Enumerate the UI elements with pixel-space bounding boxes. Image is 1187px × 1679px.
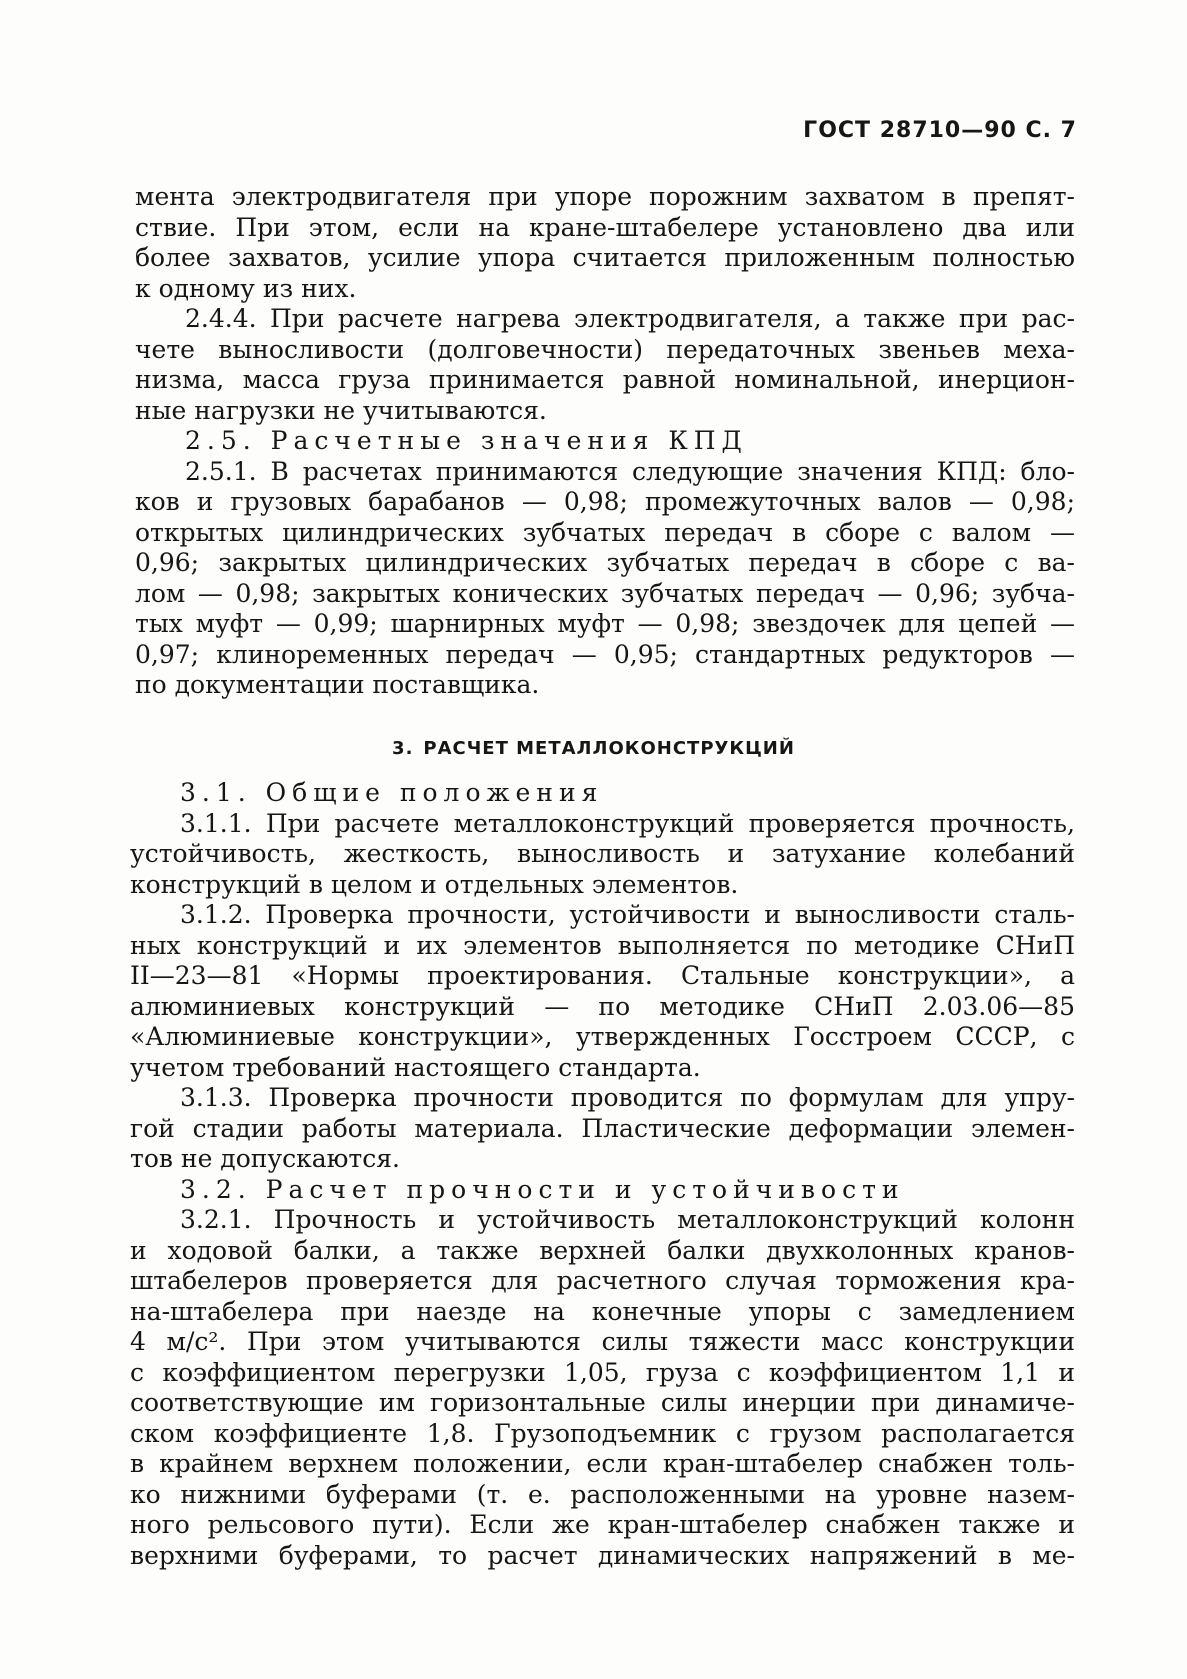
text-line: открытых цилиндрических зубчатых передач в сборе с валом — — [135, 517, 1075, 547]
text-line: и ходовой балки, а также верхней балки двухколонных кранов- — [130, 1235, 1075, 1265]
text-line: 3.1.2. Проверка прочности, устойчивости и выносливости сталь- — [180, 900, 1075, 929]
text-line: 2.5.1. В расчетах принимаются следующие значения КПД: бло- — [185, 456, 1075, 486]
text-line: «Алюминиевые конструкции», утвержденных Госстроем СССР, с — [130, 1022, 1075, 1051]
text-line: ков и грузовых барабанов — 0,98; промежуточных валов — 0,98; — [135, 487, 1075, 516]
text-line: мента электродвигателя при упоре порожним захватом в препят- — [135, 182, 1075, 211]
text-line: соответствующие им горизонтальные силы инерции при динамиче- — [130, 1388, 1075, 1417]
text-line: более захватов, усилие упора считается приложенным полностью — [135, 243, 1075, 272]
text-line: лом — 0,98; закрытых конических зубчатых передач — 0,96; зубча- — [135, 578, 1075, 608]
text-line: в крайнем верхнем положении, если кран-штабелер снабжен толь- — [130, 1449, 1075, 1478]
text-block-section-3 — [130, 778, 1075, 1571]
subsection-heading: 3.1. Общие положения — [180, 778, 604, 807]
text-line: 3.1.1. При расчете металлоконструкций проверяется прочность, — [180, 808, 1075, 838]
text-line: по документации поставщика. — [135, 670, 540, 699]
text-line: ском коэффициенте 1,8. Грузоподъемник с грузом располагается — [130, 1418, 1075, 1448]
text-line: 2.4.4. При расчете нагрева электродвигателя, а также при рас- — [185, 304, 1075, 333]
text-line: ного рельсового пути). Если же кран-штабелер снабжен также и — [130, 1510, 1075, 1539]
text-line: ные нагрузки не учитываются. — [135, 395, 547, 425]
text-line: 3.2.1. Прочность и устойчивость металлоконструкций колонн — [180, 1205, 1075, 1234]
text-line: ных конструкций и их элементов выполняется по методике СНиП — [130, 930, 1075, 960]
text-line: 0,96; закрытых цилиндрических зубчатых передач в сборе с ва- — [135, 548, 1075, 577]
text-block-section-2 — [135, 182, 1075, 701]
text-line: на-штабелера при наезде на конечные упоры с замедлением — [130, 1296, 1075, 1326]
text-line: II—23—81 «Нормы проектирования. Стальные конструкции», а — [130, 961, 1075, 990]
subsection-heading: 3.2. Расчет прочности и устойчивости — [180, 1174, 905, 1204]
text-line: конструкций в целом и отдельных элементов. — [130, 869, 739, 899]
section-number: 3. — [392, 738, 414, 759]
text-line: тов не допускаются. — [130, 1144, 400, 1173]
section-heading — [0, 738, 1187, 759]
text-line: штабелеров проверяется для расчетного случая торможения кра- — [130, 1266, 1075, 1295]
text-line: тых муфт — 0,99; шарнирных муфт — 0,98; звездочек для цепей — — [135, 609, 1075, 638]
text-line: учетом требований настоящего стандарта. — [130, 1052, 701, 1082]
text-line: низма, масса груза принимается равной номинальной, инерцион- — [135, 365, 1075, 394]
text-line: с коэффициентом перегрузки 1,05, груза с коэффициентом 1,1 и — [130, 1357, 1075, 1387]
text-line: гой стадии работы материала. Пластические деформации элемен- — [130, 1113, 1075, 1143]
text-line: устойчивость, жесткость, выносливость и затухание колебаний — [130, 839, 1075, 868]
text-line: верхними буферами, то расчет динамических напряжений в ме- — [130, 1540, 1075, 1570]
text-line: 0,97; клиноременных передач — 0,95; стандартных редукторов — — [135, 639, 1075, 669]
text-line: чете выносливости (долговечности) передаточных звеньев меха- — [135, 334, 1075, 364]
text-line: к одному из них. — [135, 273, 357, 303]
text-line: алюминиевых конструкций — по методике СНиП 2.03.06—85 — [130, 991, 1075, 1021]
text-line: ствие. При этом, если на кране-штабелере установлено два или — [135, 212, 1075, 242]
section-title: РАСЧЕТ МЕТАЛЛОКОНСТРУКЦИЙ — [423, 738, 795, 759]
subsection-heading: 2.5. Расчетные значения КПД — [185, 426, 748, 455]
text-line: 3.1.3. Проверка прочности проводится по формулам для упру- — [180, 1083, 1075, 1112]
running-header: ГОСТ 28710—90 С. 7 — [803, 118, 1077, 143]
text-line: 4 м/с². При этом учитываются силы тяжести масс конструкции — [130, 1327, 1075, 1356]
text-line: ко нижними буферами (т. е. расположенными на уровне назем- — [130, 1479, 1075, 1509]
